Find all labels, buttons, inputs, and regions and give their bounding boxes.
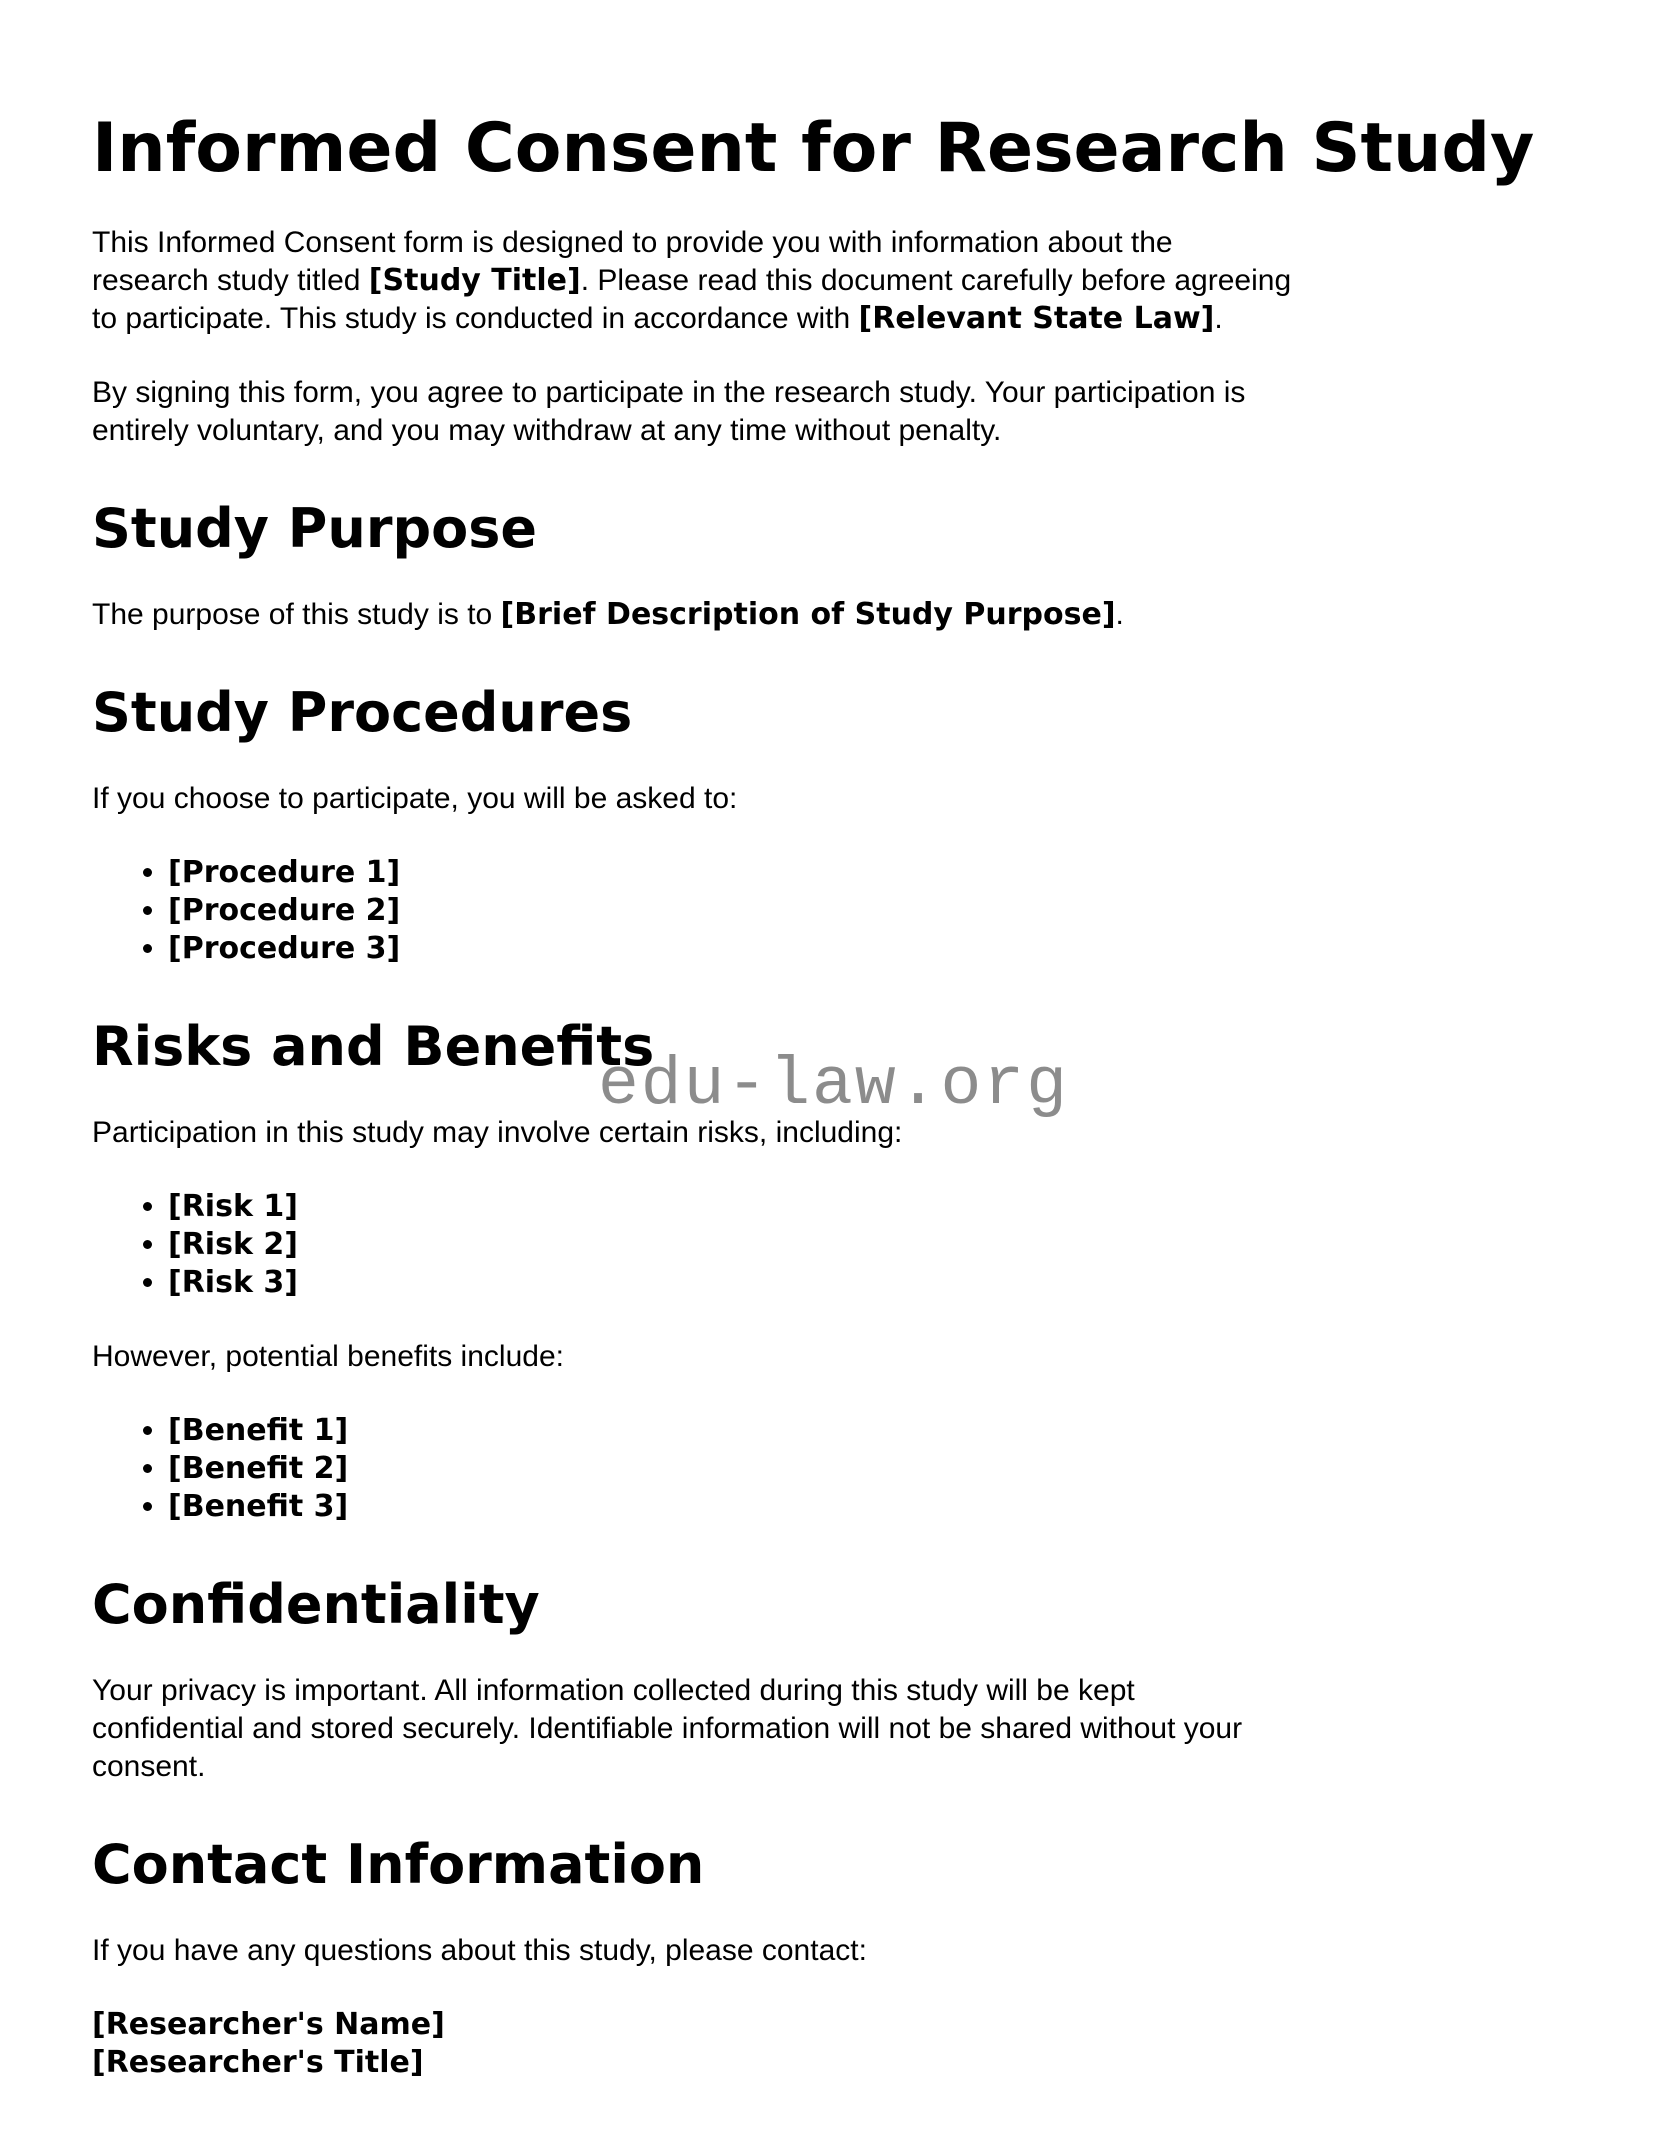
paragraph (92, 1672, 1544, 1786)
section-heading: Risks and Benefits (92, 1015, 655, 1078)
body-text: The purpose of this study is to (92, 598, 501, 631)
paragraph (92, 374, 1544, 450)
list-item (168, 892, 1544, 930)
paragraph (92, 2006, 1544, 2082)
paragraph (92, 1338, 1544, 1376)
placeholder-text: [Relevant State Law] (858, 301, 1215, 336)
placeholder-text: [Risk 2] (168, 1227, 298, 1262)
document-title: Informed Consent for Research Study (92, 109, 1535, 188)
list-item (168, 1264, 1544, 1302)
body-text: If you have any questions about this study, please contact: (92, 1934, 867, 1967)
body-text: However, potential benefits include: (92, 1340, 564, 1373)
placeholder-text: [Risk 3] (168, 1265, 298, 1300)
body-text: research study titled (92, 264, 369, 297)
body-text: . (1115, 598, 1124, 631)
body-text: . (1214, 302, 1223, 335)
placeholder-text: [Researcher's Name] (92, 2007, 445, 2042)
placeholder-text: [Researcher's Title] (92, 2045, 424, 2080)
list-item (168, 1450, 1544, 1488)
list-item (168, 854, 1544, 892)
body-text: consent. (92, 1750, 206, 1783)
paragraph (92, 596, 1544, 634)
placeholder-text: [Brief Description of Study Purpose] (500, 597, 1116, 632)
section-heading: Study Purpose (92, 497, 537, 560)
body-text: to participate. This study is conducted in accordance with (92, 302, 859, 335)
body-text: confidential and stored securely. Identifiable information will not be shared without your (92, 1712, 1243, 1745)
placeholder-text: [Benefit 1] (168, 1413, 349, 1448)
body-text: If you choose to participate, you will be asked to: (92, 782, 738, 815)
list-item (168, 1188, 1544, 1226)
body-text: By signing this form, you agree to participate in the research study. Your participation is (92, 376, 1246, 409)
paragraph (92, 1932, 1544, 1970)
bullet-list (92, 1412, 1544, 1526)
section-heading: Contact Information (92, 1833, 705, 1896)
placeholder-text: [Benefit 2] (168, 1451, 349, 1486)
placeholder-text: [Study Title] (368, 263, 581, 298)
watermark: edu-law.org (598, 1047, 1069, 1124)
list-item (168, 1488, 1544, 1526)
paragraph (92, 224, 1544, 338)
body-text: Your privacy is important. All information collected during this study will be kept (92, 1674, 1135, 1707)
placeholder-text: [Risk 1] (168, 1189, 298, 1224)
body-text: . Please read this document carefully before agreeing (580, 264, 1292, 297)
body-text: entirely voluntary, and you may withdraw at any time without penalty. (92, 414, 1002, 447)
body-text: This Informed Consent form is designed to provide you with information about the (92, 226, 1173, 259)
placeholder-text: [Procedure 2] (168, 893, 401, 928)
list-item (168, 1226, 1544, 1264)
placeholder-text: [Procedure 3] (168, 931, 401, 966)
bullet-list (92, 854, 1544, 968)
bullet-list (92, 1188, 1544, 1302)
list-item (168, 930, 1544, 968)
section-heading: Study Procedures (92, 681, 633, 744)
placeholder-text: [Benefit 3] (168, 1489, 349, 1524)
paragraph (92, 780, 1544, 818)
placeholder-text: [Procedure 1] (168, 855, 401, 890)
paragraph (92, 1114, 1544, 1152)
document-body (92, 224, 1544, 2082)
list-item (168, 1412, 1544, 1450)
section-heading: Confidentiality (92, 1573, 540, 1636)
body-text: Participation in this study may involve certain risks, including: (92, 1116, 903, 1149)
document (92, 110, 1544, 2082)
